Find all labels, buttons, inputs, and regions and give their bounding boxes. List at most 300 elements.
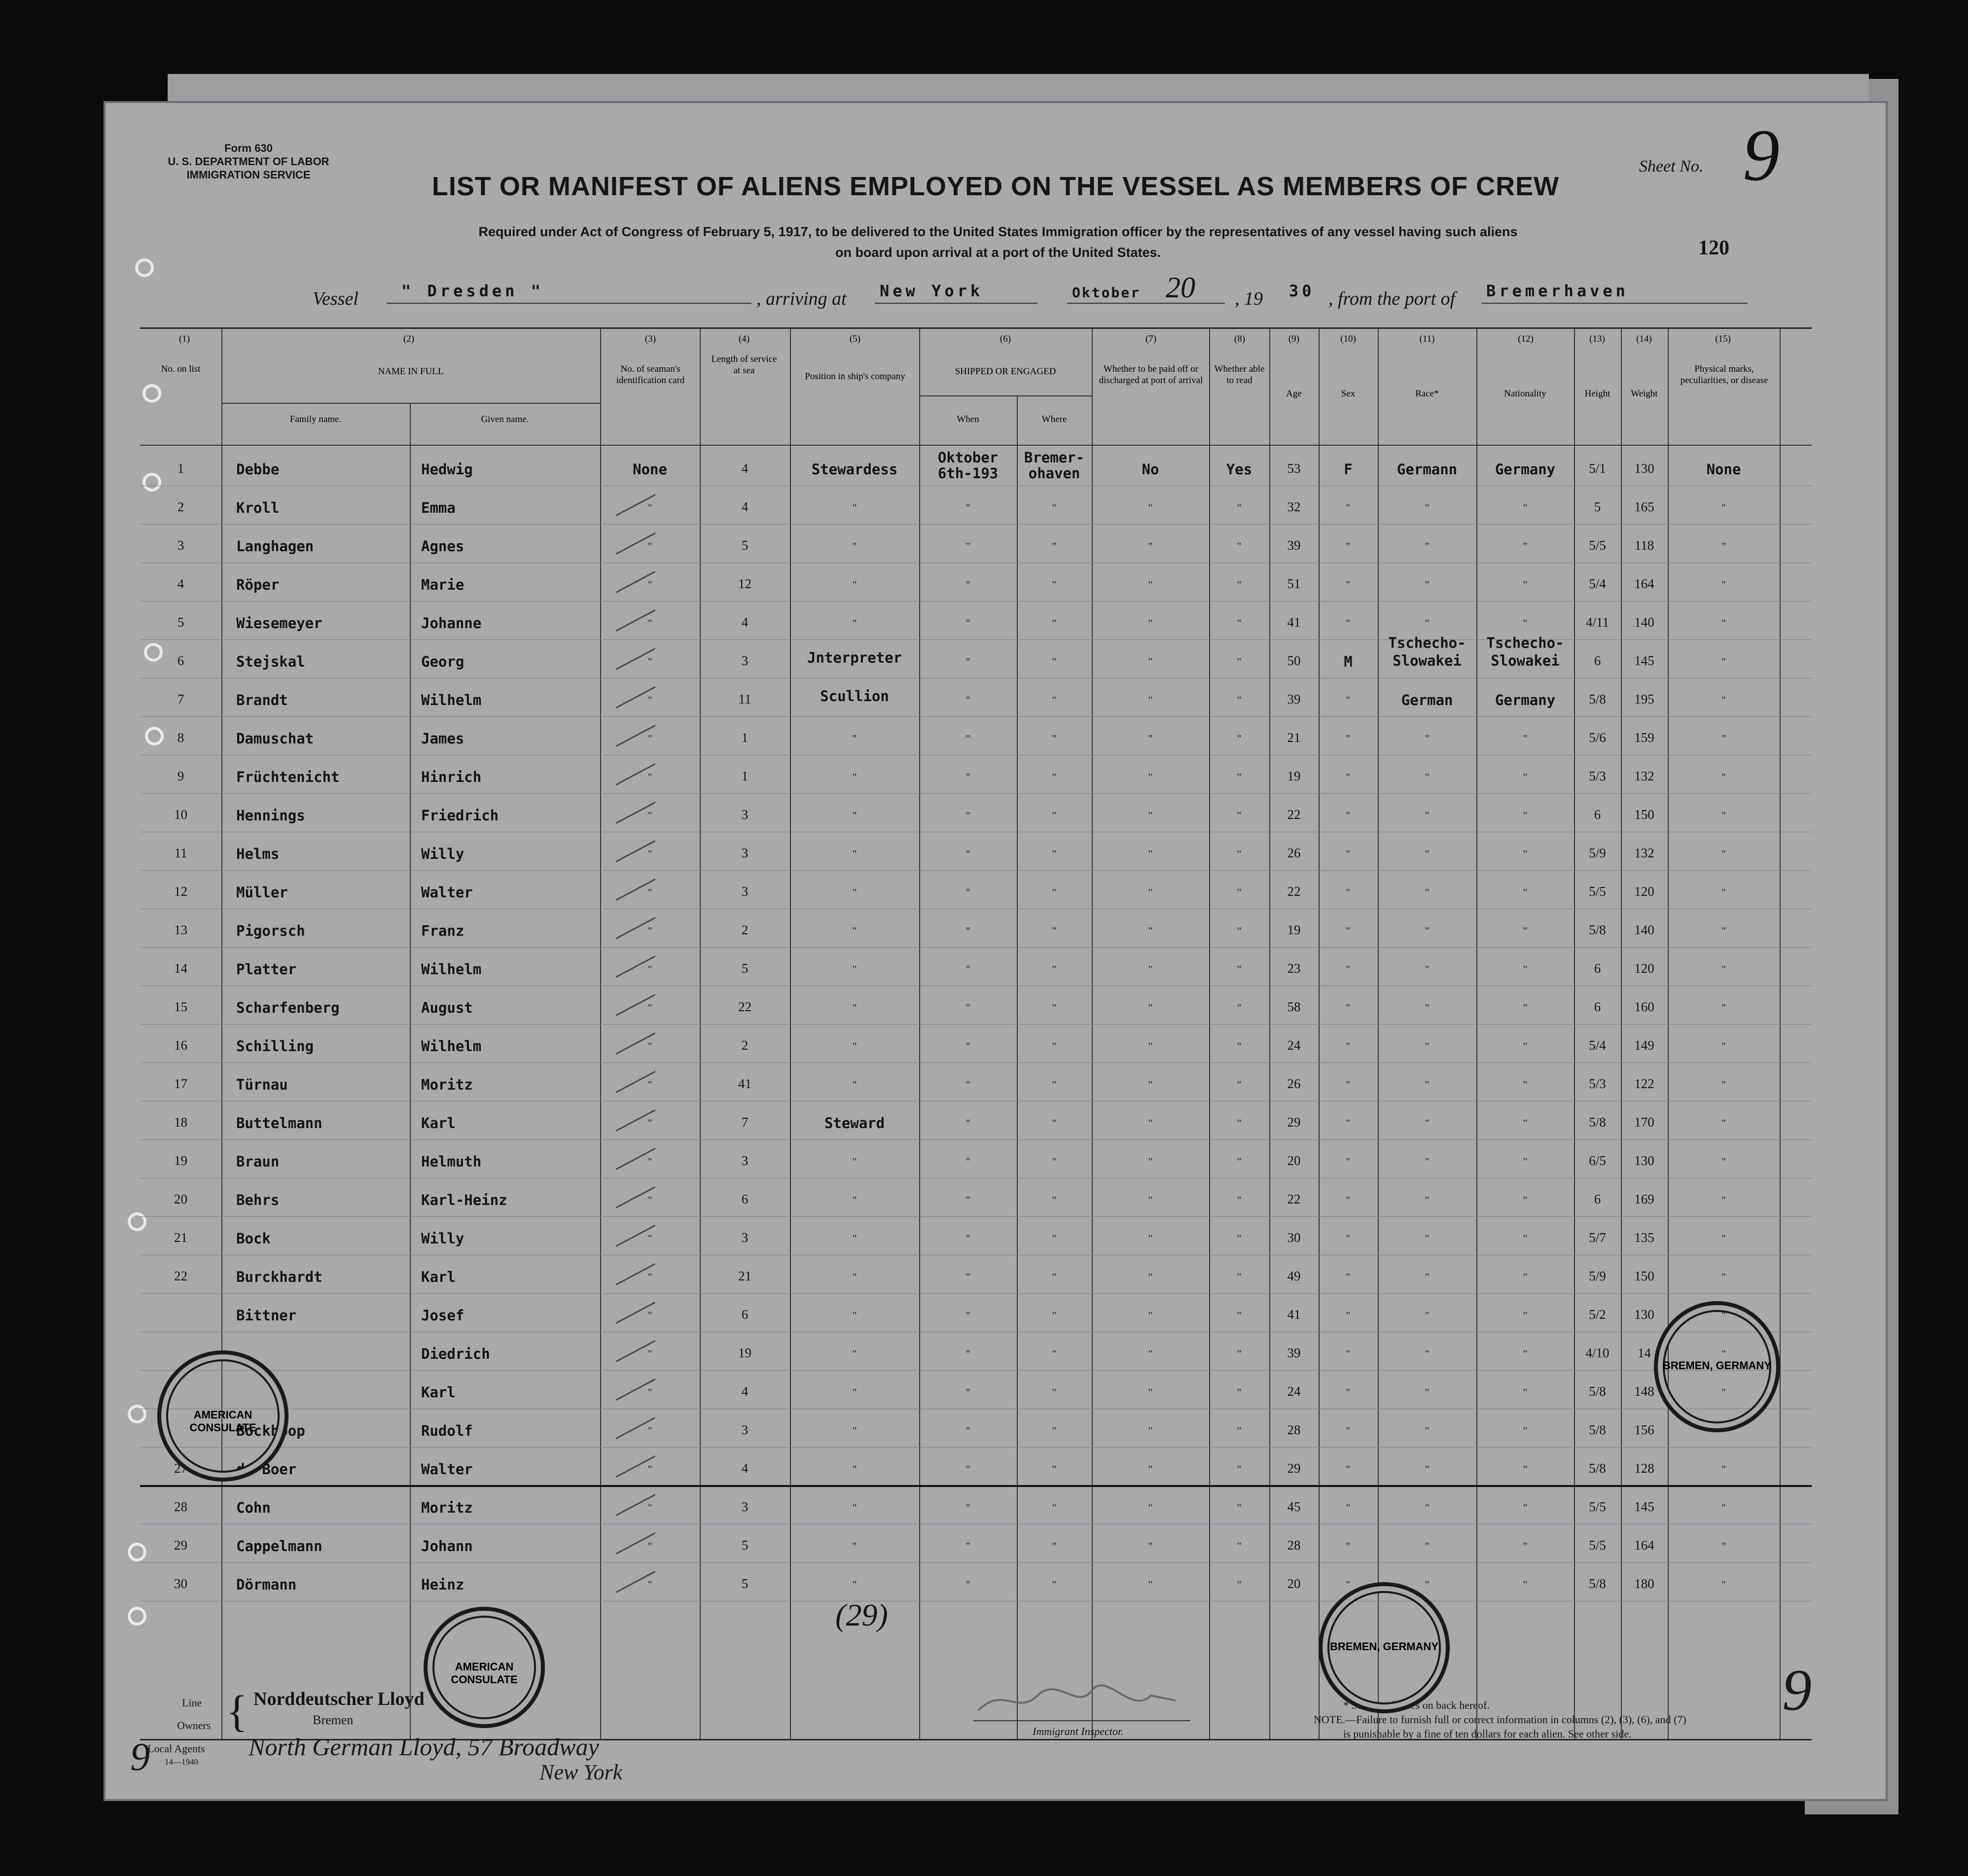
ditto-mark: "	[647, 579, 653, 590]
ditto-mark: "	[1345, 1387, 1351, 1398]
header-shipped-engaged: SHIPPED OR ENGAGED	[955, 366, 1056, 377]
age: 22	[1287, 1192, 1301, 1206]
ditto-mark: "	[1522, 541, 1528, 552]
ditto-mark: "	[647, 502, 653, 513]
given-name: Karl-Heinz	[421, 1192, 507, 1208]
page-subtitle	[303, 221, 1693, 263]
ditto-mark: "	[965, 1541, 971, 1552]
weight: 170	[1634, 1115, 1654, 1130]
ditto-mark: "	[852, 964, 858, 975]
ditto-mark: "	[1236, 1348, 1242, 1359]
height: 5/7	[1589, 1230, 1606, 1245]
row-rule	[140, 1447, 1812, 1448]
row-rule	[140, 870, 1812, 871]
ditto-mark: "	[965, 733, 971, 744]
nationality: Tschecho-	[1486, 635, 1564, 651]
ditto-mark: "	[1720, 849, 1727, 859]
ditto-mark: "	[1236, 964, 1242, 975]
age: 19	[1287, 922, 1301, 937]
age: 26	[1287, 1076, 1301, 1091]
arriving-port: New York	[880, 282, 984, 300]
ditto-mark: "	[1424, 810, 1430, 821]
ditto-mark: "	[965, 1079, 971, 1090]
ditto-mark: "	[1720, 1272, 1727, 1282]
age: 19	[1287, 769, 1301, 783]
ditto-mark: "	[1424, 772, 1430, 782]
family-name: Dörmann	[236, 1576, 297, 1593]
ditto-mark: "	[1720, 1502, 1727, 1513]
sex: M	[1344, 653, 1353, 670]
ditto-mark: "	[647, 1272, 653, 1282]
ditto-mark: "	[1424, 1041, 1430, 1052]
service-length: 22	[738, 999, 751, 1014]
underline	[875, 303, 1038, 304]
ditto-mark: "	[1147, 1348, 1153, 1359]
consulate-stamp	[1654, 1301, 1780, 1432]
row-rule	[140, 1024, 1812, 1025]
ditto-mark: "	[1720, 887, 1727, 898]
row-rule	[140, 1139, 1812, 1140]
ditto-mark: "	[1051, 733, 1057, 744]
company-name: Norddeutscher Lloyd	[253, 1689, 425, 1709]
ditto-mark: "	[852, 887, 858, 898]
service-length: 5	[741, 961, 749, 976]
ditto-mark: "	[965, 1425, 971, 1436]
family-name: Früchtenicht	[236, 769, 340, 785]
ditto-mark: "	[1720, 541, 1727, 552]
ditto-mark: "	[1424, 925, 1430, 936]
ditto-mark: "	[1147, 1310, 1153, 1321]
ditto-mark: "	[1522, 964, 1528, 975]
service-length: 3	[741, 846, 749, 860]
row-rule	[140, 793, 1812, 794]
given-name: Marie	[421, 576, 465, 593]
ditto-mark: "	[1720, 810, 1727, 821]
ditto-mark: "	[1424, 964, 1430, 975]
ditto-mark: "	[1424, 1118, 1430, 1129]
age: 39	[1287, 538, 1301, 553]
header-paid-off: Whether to be paid off or discharged at port of arrival	[1099, 364, 1203, 386]
header-name-in-full: NAME IN FULL	[378, 366, 444, 377]
service-length: 12	[738, 576, 751, 591]
height: 5/4	[1589, 576, 1606, 591]
ditto-mark: "	[647, 1041, 653, 1052]
row-rule	[140, 1293, 1812, 1294]
given-name: Moritz	[421, 1499, 473, 1516]
weight: 164	[1634, 576, 1654, 591]
ditto-mark: "	[1051, 887, 1057, 898]
ditto-mark: "	[852, 810, 858, 821]
ditto-mark: "	[1522, 1156, 1528, 1167]
ditto-mark: "	[1345, 887, 1351, 898]
ditto-mark: "	[1720, 1041, 1727, 1052]
ditto-mark: "	[1424, 1156, 1430, 1167]
service-length: 4	[741, 1461, 749, 1476]
ditto-mark: "	[1236, 887, 1242, 898]
inspector-signature	[973, 1681, 1181, 1720]
ditto-mark: "	[965, 541, 971, 552]
ditto-mark: "	[852, 1156, 858, 1167]
ditto-mark: "	[1522, 579, 1528, 590]
ditto-mark: "	[1522, 618, 1528, 629]
family-name: Scharfenberg	[236, 999, 340, 1016]
ditto-mark: "	[965, 1233, 971, 1244]
owners-label: Owners	[177, 1719, 211, 1732]
height: 5/8	[1589, 1422, 1606, 1437]
family-name: Schilling	[236, 1038, 314, 1055]
ditto-mark: "	[1720, 695, 1727, 706]
ditto-mark: "	[1051, 810, 1057, 821]
ditto-mark: "	[1345, 925, 1351, 936]
ditto-mark: "	[1147, 502, 1153, 513]
ditto-mark: "	[647, 1118, 653, 1129]
given-name: Georg	[421, 653, 465, 670]
ditto-mark: "	[1345, 772, 1351, 782]
age: 28	[1287, 1422, 1301, 1437]
row-number: 17	[174, 1076, 187, 1091]
agent-address: North German Lloyd, 57 Broadway	[249, 1733, 599, 1761]
ditto-mark: "	[1424, 1195, 1430, 1205]
ditto-mark: "	[1051, 1541, 1057, 1552]
given-name: Rudolf	[421, 1422, 473, 1439]
form-number: Form 630	[224, 142, 273, 154]
ditto-mark: "	[1051, 618, 1057, 629]
stamp-text: AMERICAN CONSULATE	[451, 1661, 518, 1686]
age: 24	[1287, 1384, 1301, 1399]
ditto-mark: "	[1345, 579, 1351, 590]
id-card: None	[633, 461, 667, 478]
row-rule	[140, 524, 1812, 525]
ditto-mark: "	[1424, 1348, 1430, 1359]
row-number: 14	[174, 961, 187, 976]
weight: 180	[1634, 1576, 1654, 1591]
ditto-mark: "	[1147, 1156, 1153, 1167]
ditto-mark: "	[965, 1348, 971, 1359]
stamp-text: BREMEN, GERMANY	[1662, 1359, 1771, 1372]
weight: 145	[1634, 653, 1654, 668]
ditto-mark: "	[1236, 1464, 1242, 1475]
row-number: 1	[177, 461, 184, 476]
subtitle-line: on board upon arrival at a port of the United States.	[835, 245, 1161, 260]
age: 53	[1287, 461, 1301, 476]
ditto-mark: "	[1522, 502, 1528, 513]
service-length: 6	[741, 1307, 749, 1322]
ditto-mark: "	[647, 1541, 653, 1552]
ditto-mark: "	[647, 887, 653, 898]
column-number: (1)	[179, 334, 190, 344]
header-age: Age	[1286, 389, 1302, 399]
ditto-mark: "	[1147, 1041, 1153, 1052]
header-race: Race*	[1415, 389, 1439, 399]
footnote-penalty: NOTE.—Failure to furnish full or correct information in columns (2), (3), (6), and (7)	[1314, 1713, 1686, 1726]
given-name: Josef	[421, 1307, 465, 1324]
ditto-mark: "	[852, 502, 858, 513]
row-number: 3	[177, 538, 184, 553]
ditto-mark: "	[965, 1195, 971, 1205]
ditto-mark: "	[1236, 1541, 1242, 1552]
ditto-mark: "	[1236, 1579, 1242, 1590]
family-name: Stejskal	[236, 653, 305, 670]
ditto-mark: "	[1720, 1195, 1727, 1205]
header-length-service: Length of service at sea	[711, 354, 777, 376]
ditto-mark: "	[852, 1041, 858, 1052]
inspector-label: Immigrant Inspector.	[1033, 1725, 1124, 1737]
ditto-mark: "	[1720, 925, 1727, 936]
ditto-mark: "	[1147, 772, 1153, 782]
service-length: 41	[738, 1076, 751, 1091]
ditto-mark: "	[1720, 1233, 1727, 1244]
ditto-mark: "	[1720, 1348, 1727, 1359]
given-name: Agnes	[421, 538, 465, 555]
ditto-mark: "	[1522, 1195, 1528, 1205]
row-number: 12	[174, 884, 187, 899]
manifest-sheet	[104, 101, 1888, 1801]
ditto-mark: "	[1522, 733, 1528, 744]
ditto-mark: "	[1345, 1541, 1351, 1552]
ditto-mark: "	[1424, 1233, 1430, 1244]
consulate-stamp	[157, 1350, 288, 1482]
weight: 149	[1634, 1038, 1654, 1053]
row-rule	[140, 1370, 1812, 1371]
weight: 130	[1634, 461, 1654, 476]
family-name: Platter	[236, 961, 297, 978]
column-number: (15)	[1715, 334, 1731, 344]
ditto-mark: "	[965, 1002, 971, 1013]
ditto-mark: "	[1522, 810, 1528, 821]
ditto-mark: "	[1051, 1387, 1057, 1398]
ditto-mark: "	[1345, 695, 1351, 706]
ditto-mark: "	[1522, 1541, 1528, 1552]
page-number: 120	[1698, 237, 1729, 259]
weight: 14	[1638, 1345, 1651, 1360]
ditto-mark: "	[1147, 887, 1153, 898]
ditto-mark: "	[1720, 579, 1727, 590]
ditto-mark: "	[1236, 1041, 1242, 1052]
ditto-mark: "	[1345, 1272, 1351, 1282]
column-divider	[1209, 329, 1210, 1739]
column-divider	[1780, 329, 1781, 1739]
ditto-mark: "	[852, 1348, 858, 1359]
ditto-mark: "	[1522, 849, 1528, 859]
height: 5	[1594, 499, 1601, 514]
age: 24	[1287, 1038, 1301, 1053]
sheet-number: 9	[1743, 114, 1780, 196]
position: Steward	[824, 1115, 885, 1132]
height: 5/8	[1589, 1384, 1606, 1399]
agents-label: Local Agents	[147, 1742, 205, 1755]
underline	[387, 303, 751, 304]
row-number: 7	[177, 692, 184, 707]
ditto-mark: "	[1424, 1310, 1430, 1321]
age: 39	[1287, 692, 1301, 707]
height: 6	[1594, 999, 1601, 1014]
ditto-mark: "	[1522, 1233, 1528, 1244]
consulate-stamp	[424, 1607, 545, 1728]
strike-line	[140, 1485, 1812, 1487]
ditto-mark: "	[1424, 1387, 1430, 1398]
weight: 165	[1634, 499, 1654, 514]
given-name: Hedwig	[421, 461, 473, 478]
family-name: Müller	[236, 884, 288, 901]
age: 30	[1287, 1230, 1301, 1245]
weight: 145	[1634, 1499, 1654, 1514]
year-suffix: 30	[1289, 282, 1315, 300]
position: Jnterpreter	[807, 649, 902, 666]
ditto-mark: "	[965, 1464, 971, 1475]
able-read: Yes	[1226, 461, 1252, 478]
height: 6/5	[1589, 1153, 1606, 1168]
ditto-mark: "	[1345, 849, 1351, 859]
vessel-label: Vessel	[313, 288, 358, 309]
sheet-number-bottom: 9	[1782, 1657, 1812, 1723]
ditto-mark: "	[1720, 1310, 1727, 1321]
ditto-mark: "	[1147, 656, 1153, 667]
row-number: 22	[174, 1269, 187, 1283]
column-divider	[600, 329, 601, 1739]
ditto-mark: "	[1424, 1272, 1430, 1282]
height: 5/5	[1589, 538, 1606, 553]
family-name: Braun	[236, 1153, 280, 1170]
height: 5/8	[1589, 1576, 1606, 1591]
ditto-mark: "	[1345, 1348, 1351, 1359]
column-number: (12)	[1518, 334, 1534, 344]
ditto-mark: "	[1424, 1502, 1430, 1513]
ditto-mark: "	[1424, 1464, 1430, 1475]
row-number: 15	[174, 999, 187, 1014]
ditto-mark: "	[1147, 1079, 1153, 1090]
ditto-mark: "	[1147, 695, 1153, 706]
ditto-mark: "	[965, 618, 971, 629]
column-number: (7)	[1145, 334, 1157, 344]
weight: 128	[1634, 1461, 1654, 1476]
ditto-mark: "	[1236, 849, 1242, 859]
ditto-mark: "	[1345, 541, 1351, 552]
given-name: Helmuth	[421, 1153, 482, 1170]
family-name: Brandt	[236, 692, 288, 708]
row-rule	[140, 1062, 1812, 1063]
header-able-read: Whether able to read	[1214, 364, 1265, 386]
family-name: Pigorsch	[236, 922, 305, 939]
ditto-mark: "	[852, 1079, 858, 1090]
header-family-name: Family name.	[289, 414, 342, 425]
ditto-mark: "	[1424, 579, 1430, 590]
service-length: 1	[741, 730, 749, 745]
ditto-mark: "	[647, 695, 653, 706]
column-divider	[1476, 329, 1477, 1739]
ditto-mark: "	[1051, 772, 1057, 782]
ditto-mark: "	[1236, 695, 1242, 706]
age: 22	[1287, 884, 1301, 899]
age: 45	[1287, 1499, 1301, 1514]
ditto-mark: "	[1147, 1195, 1153, 1205]
ditto-mark: "	[1051, 541, 1057, 552]
ditto-mark: "	[1522, 1079, 1528, 1090]
ditto-mark: "	[965, 656, 971, 667]
header-no-on-list: No. on list	[161, 364, 201, 374]
ditto-mark: "	[647, 849, 653, 859]
ditto-mark: "	[1424, 541, 1430, 552]
age: 29	[1287, 1461, 1301, 1476]
ditto-mark: "	[1345, 1464, 1351, 1475]
ditto-mark: "	[1051, 1502, 1057, 1513]
age: 49	[1287, 1269, 1301, 1283]
ditto-mark: "	[852, 772, 858, 782]
family-name: Bittner	[236, 1307, 297, 1324]
family-name: Langhagen	[236, 538, 314, 555]
column-number: (10)	[1340, 334, 1356, 344]
column-number: (4)	[738, 334, 750, 344]
ditto-mark: "	[1522, 887, 1528, 898]
service-length: 4	[741, 461, 749, 476]
header-nationality: Nationality	[1504, 389, 1546, 399]
ditto-mark: "	[1051, 925, 1057, 936]
ditto-mark: "	[1424, 849, 1430, 859]
ditto-mark: "	[852, 1195, 858, 1205]
ditto-mark: "	[852, 1541, 858, 1552]
from-port: Bremerhaven	[1486, 282, 1629, 300]
age: 28	[1287, 1538, 1301, 1553]
paid-off: No	[1142, 461, 1159, 478]
ditto-mark: "	[1051, 1079, 1057, 1090]
height: 5/5	[1589, 884, 1606, 899]
given-name: Karl	[421, 1115, 456, 1132]
ditto-mark: "	[1345, 1502, 1351, 1513]
ditto-mark: "	[1236, 1502, 1242, 1513]
service-length: 5	[741, 538, 749, 553]
ditto-mark: "	[1147, 541, 1153, 552]
ditto-mark: "	[852, 1502, 858, 1513]
ditto-mark: "	[852, 1233, 858, 1244]
ditto-mark: "	[1147, 1579, 1153, 1590]
ditto-mark: "	[965, 1579, 971, 1590]
header-weight: Weight	[1631, 389, 1658, 399]
column-divider	[790, 329, 791, 1739]
ditto-mark: "	[1236, 772, 1242, 782]
service-length: 4	[741, 499, 749, 514]
ditto-mark: "	[647, 1195, 653, 1205]
ditto-mark: "	[965, 502, 971, 513]
family-name: Wiesemeyer	[236, 615, 322, 632]
engaged-when: Oktober	[937, 449, 999, 466]
row-number: 19	[174, 1153, 187, 1168]
family-name: Bockhoop	[236, 1422, 305, 1439]
ditto-mark: "	[647, 618, 653, 629]
ditto-mark: "	[1051, 1579, 1057, 1590]
age: 58	[1287, 999, 1301, 1014]
given-name: Friedrich	[421, 807, 499, 824]
ditto-mark: "	[1236, 1387, 1242, 1398]
column-number: (8)	[1234, 334, 1246, 344]
row-number: 4	[177, 576, 184, 591]
ditto-mark: "	[1236, 1002, 1242, 1013]
ditto-mark: "	[1236, 1079, 1242, 1090]
ditto-mark: "	[1522, 1425, 1528, 1436]
service-length: 3	[741, 1499, 749, 1514]
ditto-mark: "	[1345, 1002, 1351, 1013]
binding-hole	[135, 258, 154, 277]
height: 4/10	[1585, 1345, 1610, 1360]
ditto-mark: "	[852, 541, 858, 552]
family-name: Damuschat	[236, 730, 314, 747]
header-position: Position in ship's company	[805, 371, 905, 382]
row-number: 10	[174, 807, 187, 822]
age: 50	[1287, 653, 1301, 668]
ditto-mark: "	[1522, 1502, 1528, 1513]
ditto-mark: "	[1236, 1118, 1242, 1129]
ditto-mark: "	[1236, 579, 1242, 590]
ditto-mark: "	[1424, 618, 1430, 629]
ditto-mark: "	[1051, 1310, 1057, 1321]
